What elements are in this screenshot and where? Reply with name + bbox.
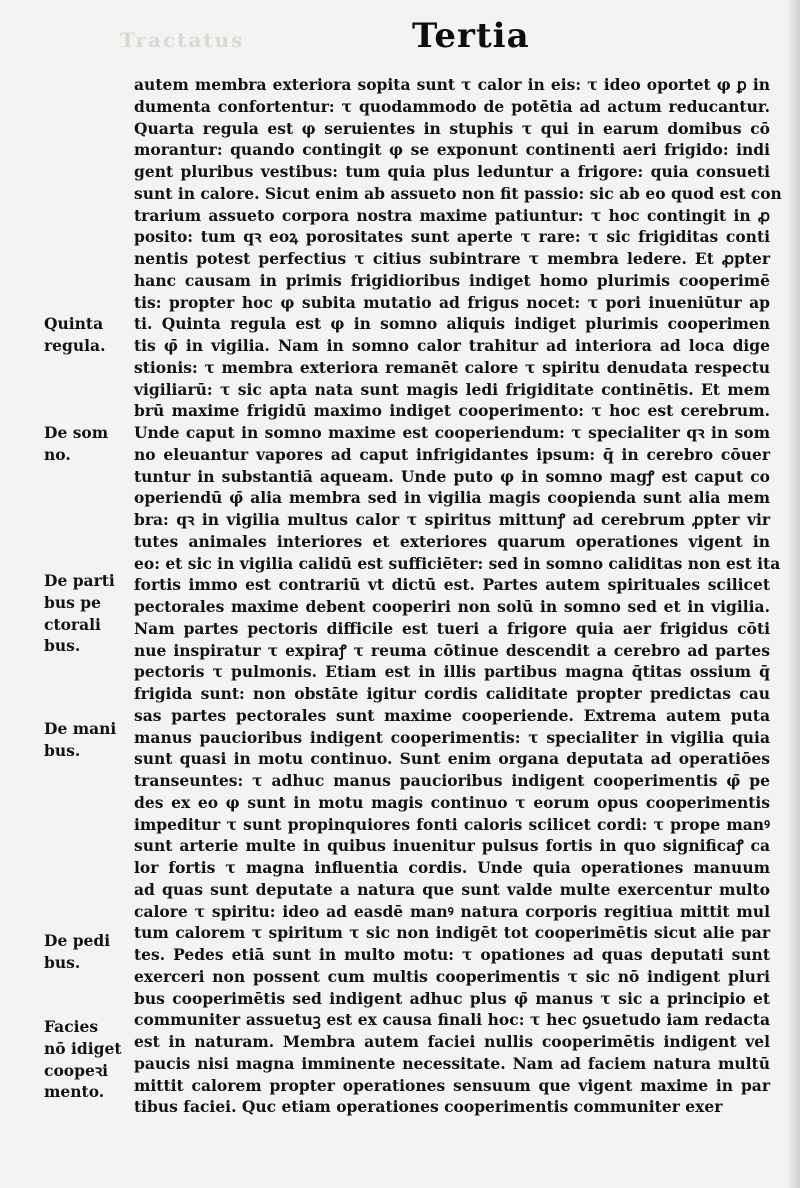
text-line: tes. Pedes etiā sunt in multo motu: τ opationes ad quas deputati sunt: [134, 945, 770, 964]
text-line: tis φ̄ in vigilia. Nam in somno calor trahitur ad interiora ad loca dige: [134, 336, 770, 355]
text-line: vigiliarū: τ sic apta nata sunt magis ledi frigiditate continētis. Et mem: [134, 379, 770, 399]
text-line: hanc causam in primis frigidioribus indiget homo plurimis cooperimē: [134, 270, 770, 290]
text-line: bra: qꝛ in vigilia multus calor τ spiritus mittunꝭ ad cerebrum ꝓpter vir: [134, 510, 770, 529]
margin-note-line: bus.: [44, 952, 81, 972]
margin-note-line: no.: [44, 444, 71, 464]
bleed-through-text: Tractatus: [120, 28, 245, 52]
margin-note-line: ctorali: [44, 614, 101, 634]
text-line: pectorales maxime debent cooperiri non solū in somno sed et in vigilia.: [134, 597, 770, 616]
margin-note-line: coopeꝛi: [44, 1060, 109, 1080]
text-line: lor fortis τ magna influentia cordis. Unde quia operationes manuum: [134, 858, 770, 877]
margin-note-facies: [44, 1016, 136, 1103]
text-line: mittit calorem propter operationes sensuum que vigent maxime in par: [134, 1075, 770, 1095]
text-line: sunt in calore. Sicut enim ab assueto non fit passio: sic ab eo quod est con: [134, 183, 782, 203]
text-line: Quarta regula est φ seruientes in stuphis τ qui in earum domibus cō: [134, 118, 770, 138]
margin-note-line: De parti: [44, 571, 115, 590]
margin-note-line: Quinta: [44, 314, 104, 333]
margin-note-de-manibus: [44, 718, 136, 762]
text-line: operiendū φ̄ alia membra sed in vigilia magis coopienda sunt alia mem: [134, 488, 770, 508]
margin-note-line: bus.: [44, 740, 81, 760]
text-line: des ex eo φ sunt in motu magis continuo τ eorum opus cooperimentis: [134, 792, 770, 812]
margin-note-de-partibus-pectoralibus: [44, 570, 136, 657]
text-line: stionis: τ membra exteriora remanēt calore τ spiritu denudata respectu: [134, 357, 770, 377]
margin-note-line: regula.: [44, 335, 106, 355]
text-line: morantur: quando contingit φ se exponunt continenti aeri frigido: indi: [134, 140, 770, 160]
text-line: est in naturam. Membra autem faciei nullis cooperimētis indigent vel: [134, 1032, 770, 1051]
text-line: exerceri non possent cum multis cooperimentis τ sic nō indigent pluri: [134, 966, 770, 986]
text-line: frigida sunt: non obstāte igitur cordis caliditate propter predictas cau: [134, 684, 770, 703]
text-line: tum calorem τ spiritum τ sic non indigēt tot cooperimētis sicut alie par: [134, 923, 770, 943]
margin-note-line: De mani: [44, 719, 117, 738]
text-line: eo: et sic in vigilia calidū est sufficiēter: sed in somno caliditas non est ita: [134, 553, 781, 573]
page-edge-shadow: [788, 0, 800, 1188]
text-line: bus cooperimētis sed indigent adhuc plus φ̄ manus τ sic a principio et: [134, 988, 770, 1008]
margin-note-de-somno: [44, 422, 136, 466]
text-line: posito: tum qꝛ eoꝝ porositates sunt aperte τ rare: τ sic frigiditas conti: [134, 227, 770, 247]
text-line: pectoris τ pulmonis. Etiam est in illis partibus magna q̄titas ossium q̄: [134, 662, 770, 682]
margin-note-quinta-regula: [44, 313, 136, 357]
margin-note-de-pedibus: [44, 930, 136, 974]
text-line: impeditur τ sunt propinquiores fonti caloris scilicet cordi: τ prope manꝰ: [134, 814, 770, 834]
text-line: Nam partes pectoris difficile est tueri a frigore quia aer frigidus cōti: [134, 618, 770, 638]
text-line: brū maxime frigidū maximo indiget cooperimento: τ hoc est cerebrum.: [134, 401, 770, 421]
text-line: gent pluribus vestibus: tum quia plus leduntur a frigore: quia consueti: [134, 162, 770, 181]
text-line: nue inspiratur τ expiraꝭ τ reuma cōtinue descendit a cerebro ad partes: [134, 640, 770, 660]
text-line: dumenta confortentur: τ quodammodo de potētia ad actum reducantur.: [134, 96, 770, 116]
text-line: paucis nisi magna imminente necessitate. Nam ad faciem natura multū: [134, 1053, 770, 1073]
margin-note-line: bus pe: [44, 592, 101, 612]
text-line: no eleuantur vapores ad caput infrigidantes ipsum: q̄ in cerebro cōuer: [134, 444, 770, 464]
text-line: sunt quasi in motu continuo. Sunt enim organa deputata ad operatiōes: [134, 749, 770, 769]
running-header: Tertia: [412, 16, 530, 56]
text-line: tutes animales interiores et exteriores quarum operationes vigent in: [134, 531, 770, 551]
text-line: tibus faciei. Quc etiam operationes cooperimentis communiter exer: [134, 1097, 723, 1117]
text-line: tuntur in substantiā aqueam. Unde puto φ in somno magꝭ est caput co: [134, 466, 770, 486]
text-line: Unde caput in somno maxime est cooperiendum: τ specialiter qꝛ in som: [134, 423, 770, 442]
margin-note-line: De som: [44, 423, 109, 442]
text-line: communiter assuetuꝫ est ex causa finali hoc: τ hec ꝯsuetudo iam redacta: [134, 1010, 770, 1030]
text-line: autem membra exteriora sopita sunt τ calor in eis: τ ideo oportet φ ꝑ in: [134, 75, 770, 94]
text-line: ad quas sunt deputate a natura que sunt valde multe exercentur multo: [134, 879, 770, 899]
text-line: transeuntes: τ adhuc manus paucioribus indigent cooperimentis φ̄ pe: [134, 771, 770, 790]
text-line: fortis immo est contrariū vt dictū est. Partes autem spirituales scilicet: [134, 575, 770, 595]
margin-note-line: mento.: [44, 1082, 105, 1102]
text-line: ti. Quinta regula est φ in somno aliquis indiget plurimis cooperimen: [134, 314, 770, 334]
main-text-block: [134, 74, 782, 1118]
text-line: calore τ spiritu: ideo ad easdē manꝰ natura corporis regitiua mittit mul: [134, 901, 770, 921]
margin-note-line: De pedi: [44, 931, 111, 950]
text-line: tis: propter hoc φ subita mutatio ad frigus nocet: τ pori inueniūtur ap: [134, 292, 770, 312]
text-line: nentis potest perfectius τ citius subintrare τ membra ledere. Et ꝓpter: [134, 249, 770, 268]
text-line: manus paucioribus indigent cooperimentis: τ specialiter in vigilia quia: [134, 727, 770, 747]
margin-note-line: Facies: [44, 1017, 99, 1036]
text-line: sas partes pectorales sunt maxime cooperiende. Extrema autem puta: [134, 705, 770, 725]
text-line: sunt arterie multe in quibus inuenitur pulsus fortis in quo significaꝭ ca: [134, 836, 770, 856]
text-line: trarium assueto corpora nostra maxime patiuntur: τ hoc contingit in ꝓ: [134, 205, 770, 225]
margin-note-line: nō idiget: [44, 1038, 122, 1058]
margin-note-line: bus.: [44, 636, 81, 656]
